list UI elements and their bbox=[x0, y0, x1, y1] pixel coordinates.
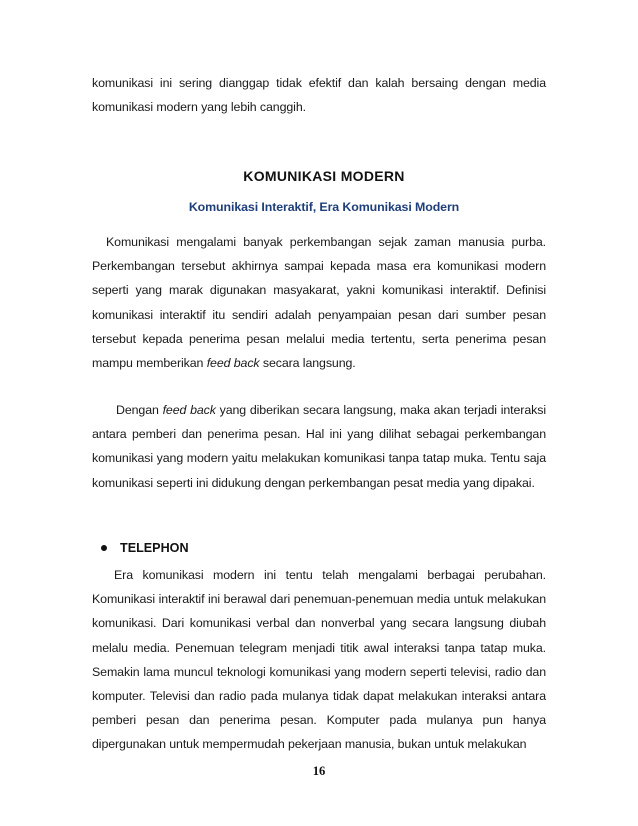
paragraph-1 bbox=[92, 230, 546, 375]
paragraph-2 bbox=[92, 398, 546, 495]
paragraph-1-italic: feed back bbox=[206, 356, 260, 371]
intro-paragraph bbox=[92, 71, 546, 119]
paragraph-1-text bbox=[92, 230, 546, 375]
paragraph-2-italic: feed back bbox=[162, 403, 216, 417]
paragraph-2-part-b: yang diberikan secara langsung, maka akan terjadi interaksi antara pemberi dan penerima pesan. Hal ini yang dilihat sebagai perkembangan komunikasi yang modern yaitu melakukan komunikasi tanpa tatap muka. Tentu saja komunikasi seperti ini didukung dengan perkembangan pesat media yang dipakai. bbox=[92, 403, 546, 490]
page-number: 16 bbox=[312, 764, 326, 778]
paragraph-1-part-a: Komunikasi mengalami banyak perkembangan sejak zaman manusia purba. Perkembangan tersebut akhirnya sampai kepada masa era komunikasi modern seperti yang marak digunakan masyakarat, yakni komunikasi interaktif. Definisi komunikasi interaktif itu sendiri adalah penyampaian pesan dari sumber pesan tersebut kepada penerima pesan melalui media tertentu, serta penerima pesan mampu memberikan bbox=[92, 235, 546, 371]
section-subtitle-text: Komunikasi Interaktif, Era Komunikasi Modern bbox=[188, 200, 460, 214]
paragraph-2-part-a: Dengan bbox=[116, 403, 163, 417]
section-title bbox=[0, 168, 638, 184]
section-title-text: KOMUNIKASI MODERN bbox=[243, 168, 405, 184]
paragraph-3 bbox=[92, 563, 546, 757]
bullet-dot-icon bbox=[101, 545, 107, 551]
paragraph-1-part-b: secara langsung. bbox=[259, 356, 356, 371]
section-subtitle bbox=[0, 200, 638, 214]
bullet-heading bbox=[101, 541, 189, 555]
bullet-heading-text: TELEPHON bbox=[120, 541, 189, 555]
paragraph-3-text: Era komunikasi modern ini tentu telah mengalami berbagai perubahan. Komunikasi interaktif ini berawal dari penemuan-penemuan media untuk melakukan komunikasi. Dari komunikasi verbal dan nonverbal yang secara langsung diubah melalu media. Penemuan telegram menjadi titik awal interaksi tanpa tatap muka. Semakin lama muncul teknologi komunikasi yang modern seperti televisi, radio dan komputer. Televisi dan radio pada mulanya tidak dapat melakukan interaksi antara pemberi pesan dan penerima pesan. Komputer pada mulanya pun hanya dipergunakan untuk mempermudah pekerjaan manusia, bukan untuk melakukan bbox=[92, 568, 546, 752]
intro-text: komunikasi ini sering dianggap tidak efektif dan kalah bersaing dengan media komunikasi modern yang lebih canggih. bbox=[92, 76, 546, 115]
paragraph-2-text bbox=[92, 398, 546, 495]
